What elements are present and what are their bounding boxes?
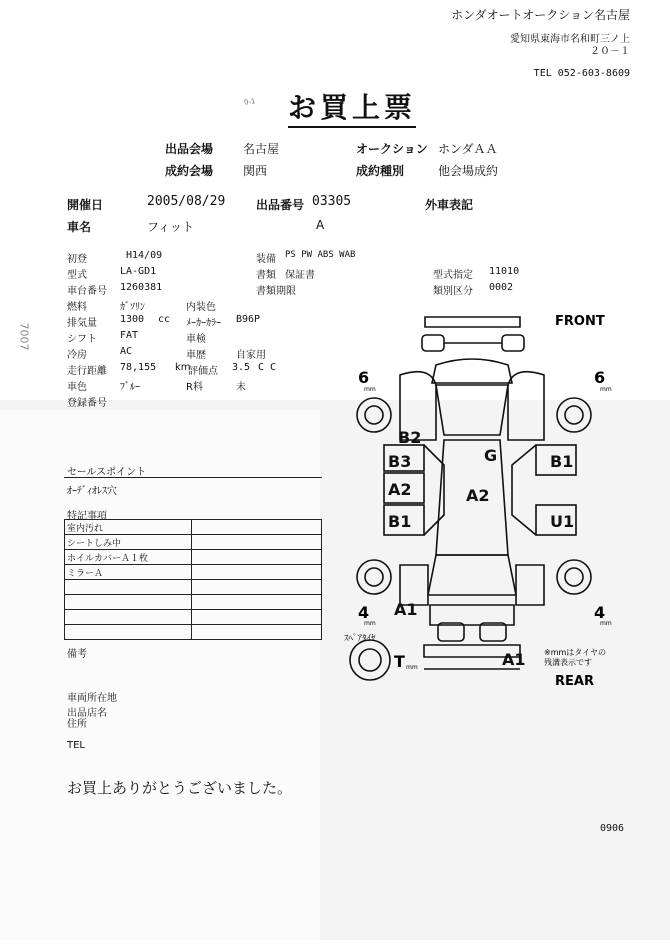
equipment-label: 装備 — [256, 254, 276, 265]
maker-color-value: B96P — [236, 314, 261, 325]
sales-point-underline — [64, 477, 322, 478]
company-tel: TEL 052-603-8609 — [533, 68, 630, 79]
mark-right-front: B1 — [550, 452, 574, 471]
auction-value: ホンダＡＡ — [438, 142, 498, 156]
rear-label: REAR — [555, 674, 594, 689]
mm-note-1: ※mmはタイヤの — [544, 648, 607, 657]
notes-row — [65, 625, 322, 640]
rear-left-hub — [365, 568, 383, 586]
equipment-value: PS PW ABS WAB — [285, 250, 356, 260]
mark-left-rear: B1 — [388, 512, 412, 531]
contract-venue-value: 関西 — [243, 164, 268, 178]
front-right-hub — [565, 406, 583, 424]
right-pillar — [512, 445, 536, 535]
mm-rr: mm — [600, 620, 612, 627]
remarks-label: 備考 — [67, 649, 87, 660]
chassis-label: 車台番号 — [67, 286, 107, 297]
score-label: 評価点 — [188, 366, 218, 377]
car-damage-diagram — [340, 305, 620, 695]
displacement-label: 排気量 — [67, 318, 97, 329]
trunk — [430, 605, 514, 625]
notes-label: 特記事項 — [67, 511, 107, 522]
notes-cell-item — [65, 610, 192, 625]
rear-right-hub — [565, 568, 583, 586]
model-value: LA-GD1 — [120, 266, 157, 277]
mark-left-front: B3 — [388, 452, 412, 471]
lot-number-value: 03305 — [312, 194, 352, 209]
mark-right-rear: U1 — [550, 512, 575, 531]
tread-front-right: 6 — [594, 368, 606, 387]
notes-cell-item: ミラーＡ — [65, 565, 192, 580]
notes-row — [65, 580, 322, 595]
store-name-label: 出品店名 — [67, 708, 107, 719]
front-right-tire — [557, 398, 591, 432]
notes-cell-item: ホイルカバーＡ１枚 — [65, 550, 192, 565]
front-left-tire — [357, 398, 391, 432]
notes-cell-item: シートしみ中 — [65, 535, 192, 550]
tread-rear-left: 4 — [358, 603, 370, 622]
history-label: 車歴 — [186, 350, 206, 361]
notes-cell-extra — [191, 550, 321, 565]
vehicle-location-label: 車両所在地 — [67, 693, 117, 704]
chassis-value: 1260381 — [120, 282, 163, 293]
fuel-value: ｶﾞｿﾘﾝ — [120, 302, 145, 313]
rear-left-tire — [357, 560, 391, 594]
footer-code: 0906 — [600, 823, 625, 834]
mileage-unit: km — [175, 362, 191, 373]
type-cert-value: 11010 — [489, 266, 520, 277]
notes-row — [65, 595, 322, 610]
first-reg-label: 初登 — [67, 254, 87, 265]
body-color-label: 車色 — [67, 382, 87, 393]
shift-value: FAT — [120, 330, 139, 341]
spare-tire — [350, 640, 390, 680]
mark-rear-left: A1 — [394, 600, 418, 619]
scan-shadow-inner — [0, 410, 320, 940]
shift-label: シフト — [67, 334, 97, 345]
mileage-value: 78,155 — [120, 362, 157, 373]
store-address-label: 住所 — [67, 719, 87, 730]
tread-spare: T — [394, 652, 405, 671]
store-tel-label: TEL — [67, 740, 85, 751]
rear-right-tire — [557, 560, 591, 594]
foreign-car-label: 外車表記 — [425, 198, 474, 212]
inspection-label: 車検 — [186, 334, 206, 345]
score-value: 3.5 — [232, 362, 251, 373]
contract-type-value: 他会場成約 — [438, 164, 499, 178]
score-extra: C C — [258, 362, 277, 373]
papers-value: 保証書 — [285, 270, 315, 281]
first-reg-value: H14/09 — [126, 250, 163, 261]
notes-cell-item — [65, 625, 192, 640]
mm-note-2: 残溝表示です — [544, 658, 592, 667]
notes-cell-item — [65, 595, 192, 610]
exhibit-venue-label: 出品会場 — [165, 142, 214, 156]
notes-cell-extra — [191, 595, 321, 610]
car-name-label: 車名 — [67, 220, 92, 234]
sales-point-text: ｵｰﾃﾞｨｵﾚｽ穴 — [67, 486, 117, 497]
company-name: ホンダオートオークション名古屋 — [451, 8, 630, 22]
front-label: FRONT — [555, 314, 605, 329]
class-label: 類別区分 — [433, 286, 473, 297]
papers-period-label: 書類期限 — [256, 286, 296, 297]
spare-hub — [359, 649, 381, 671]
front-right-lamp — [502, 335, 524, 351]
mark-front-center: G — [484, 446, 498, 465]
type-cert-label: 型式指定 — [433, 270, 473, 281]
rear-glass — [428, 555, 516, 595]
left-rear-quarter — [400, 565, 428, 605]
company-address-1: 愛知県東海市名和町三ノ上 — [510, 34, 630, 45]
auction-date-value: 2005/08/29 — [147, 194, 226, 209]
exhibit-venue-value: 名古屋 — [243, 142, 280, 156]
notes-cell-item — [65, 580, 192, 595]
notes-cell-extra — [191, 520, 321, 535]
mm-fr: mm — [600, 386, 612, 393]
plate-number-label: 登録番号 — [67, 398, 107, 409]
notes-row — [65, 565, 322, 580]
mm-rl: mm — [364, 620, 376, 627]
notes-cell-extra — [191, 535, 321, 550]
ac-label: 冷房 — [67, 350, 87, 361]
ac-value: AC — [120, 346, 133, 357]
displacement-value: 1300 — [120, 314, 145, 325]
fuel-label: 燃料 — [67, 302, 87, 313]
papers-label: 書類 — [256, 270, 276, 281]
recycle-fee-label: R料 — [186, 382, 203, 393]
lot-number-label: 出品番号 — [256, 198, 305, 212]
front-left-lamp — [422, 335, 444, 351]
model-label: 型式 — [67, 270, 87, 281]
scan-mark-margin: 7007 — [17, 322, 31, 351]
contract-venue-label: 成約会場 — [165, 164, 214, 178]
contract-type-label: 成約種別 — [356, 164, 405, 178]
mark-roof: A2 — [466, 486, 490, 505]
notes-row — [65, 520, 322, 535]
history-value: 自家用 — [236, 350, 266, 361]
notes-cell-extra — [191, 610, 321, 625]
mm-fl: mm — [364, 386, 376, 393]
tread-front-left: 6 — [358, 368, 370, 387]
tread-rear-right: 4 — [594, 603, 606, 622]
mileage-label: 走行距離 — [67, 366, 107, 377]
spare-tire-label: ｽﾍﾟｱﾀｲﾔ — [344, 634, 376, 644]
document-title: お買上票 — [288, 86, 416, 128]
notes-cell-extra — [191, 580, 321, 595]
recycle-fee-value: 未 — [236, 382, 246, 393]
notes-cell-extra — [191, 565, 321, 580]
thank-you-message: お買上ありがとうございました。 — [67, 779, 293, 797]
right-front-fender — [508, 372, 544, 440]
notes-row — [65, 550, 322, 565]
car-grade-value: A — [316, 218, 325, 232]
notes-table — [64, 519, 322, 640]
car-name-value: フィット — [147, 220, 195, 234]
class-value: 0002 — [489, 282, 514, 293]
company-address-2: ２０－１ — [590, 46, 630, 57]
body-color-value: ﾌﾞﾙｰ — [120, 382, 140, 393]
front-bumper-outline — [425, 317, 520, 327]
hood — [432, 359, 512, 383]
mark-rear-bumper: A1 — [502, 650, 526, 669]
right-rear-quarter — [516, 565, 544, 605]
notes-row — [65, 610, 322, 625]
mark-left-mid: A2 — [388, 480, 412, 499]
sales-point-label: セールスポイント — [67, 467, 147, 478]
mm-spare: mm — [406, 664, 418, 671]
displacement-unit: cc — [158, 314, 171, 325]
mark-left-front-upper: B2 — [398, 428, 422, 447]
maker-color-label: ﾒｰｶｰｶﾗｰ — [186, 318, 221, 329]
auction-label: オークション — [356, 142, 428, 156]
front-left-hub — [365, 406, 383, 424]
notes-cell-extra — [191, 625, 321, 640]
notes-row — [65, 535, 322, 550]
scan-mark-top: 0-1 — [243, 97, 256, 107]
notes-cell-item: 室内汚れ — [65, 520, 192, 535]
auction-date-label: 開催日 — [67, 198, 104, 212]
interior-color-label: 内装色 — [186, 302, 216, 313]
windshield — [436, 385, 508, 435]
